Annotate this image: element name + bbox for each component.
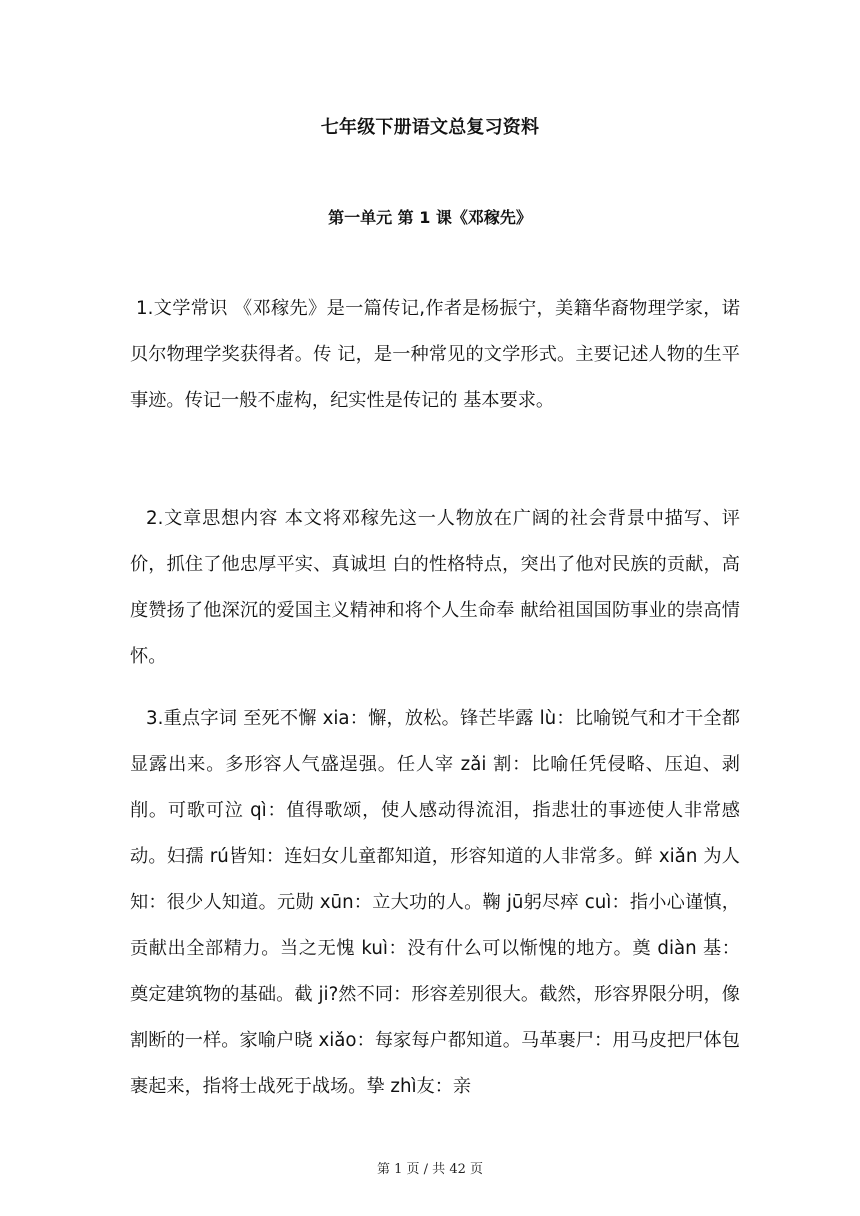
paragraph-main-idea: 2.文章思想内容 本文将邓稼先这一人物放在广阔的社会背景中描写、评价，抓住了他忠厚平实、真诚坦 白的性格特点，突出了他对民族的贡献，高度赞扬了他深沉的爱国主义精神和将个人生命奉 献给祖国国防事业的崇高情怀。: [130, 508, 740, 667]
lesson-heading: 第一单元 第 1 课《邓稼先》: [328, 208, 532, 227]
paragraph-literary-knowledge: 1.文学常识 《邓稼先》是一篇传记,作者是杨振宁，美籍华裔物理学家，诺贝尔物理学奖获得者。传 记，是一种常见的文学形式。主要记述人物的生平事迹。传记一般不虚构，纪实性是传记的 基本要求。: [130, 298, 740, 411]
page-number-footer: 第 1 页 / 共 42 页: [377, 1162, 483, 1177]
paragraph-key-words: 3.重点字词 至死不懈 xia：懈，放松。锋芒毕露 lù：比喻锐气和才干全都显露出来。多形容人气盛逞强。任人宰 zǎi 割：比喻任凭侵略、压迫、剥削。可歌可泣 qì：值得歌颂，使人感动得流泪，指悲壮的事迹使人非常感动。妇孺 rú皆知：连妇女儿童都知道，形容知道的人非常多。鲜 xiǎn 为人知：很少人知道。元勋 xūn：立大功的人。鞠 jū躬尽瘁 cuì：指小心谨慎，贡献出全部精力。当之无愧 kuì：没有什么可以惭愧的地方。奠 diàn 基：奠定建筑物的基础。截 ji?然不同：形容差别很大。截然，形容界限分明，像割断的一样。家喻户晓 xiǎo：每家每户都知道。马革裹尸：用马皮把尸体包裹起来，指将士战死于战场。挚 zhì友：亲: [130, 708, 740, 1097]
document-title: 七年级下册语文总复习资料: [320, 117, 540, 138]
